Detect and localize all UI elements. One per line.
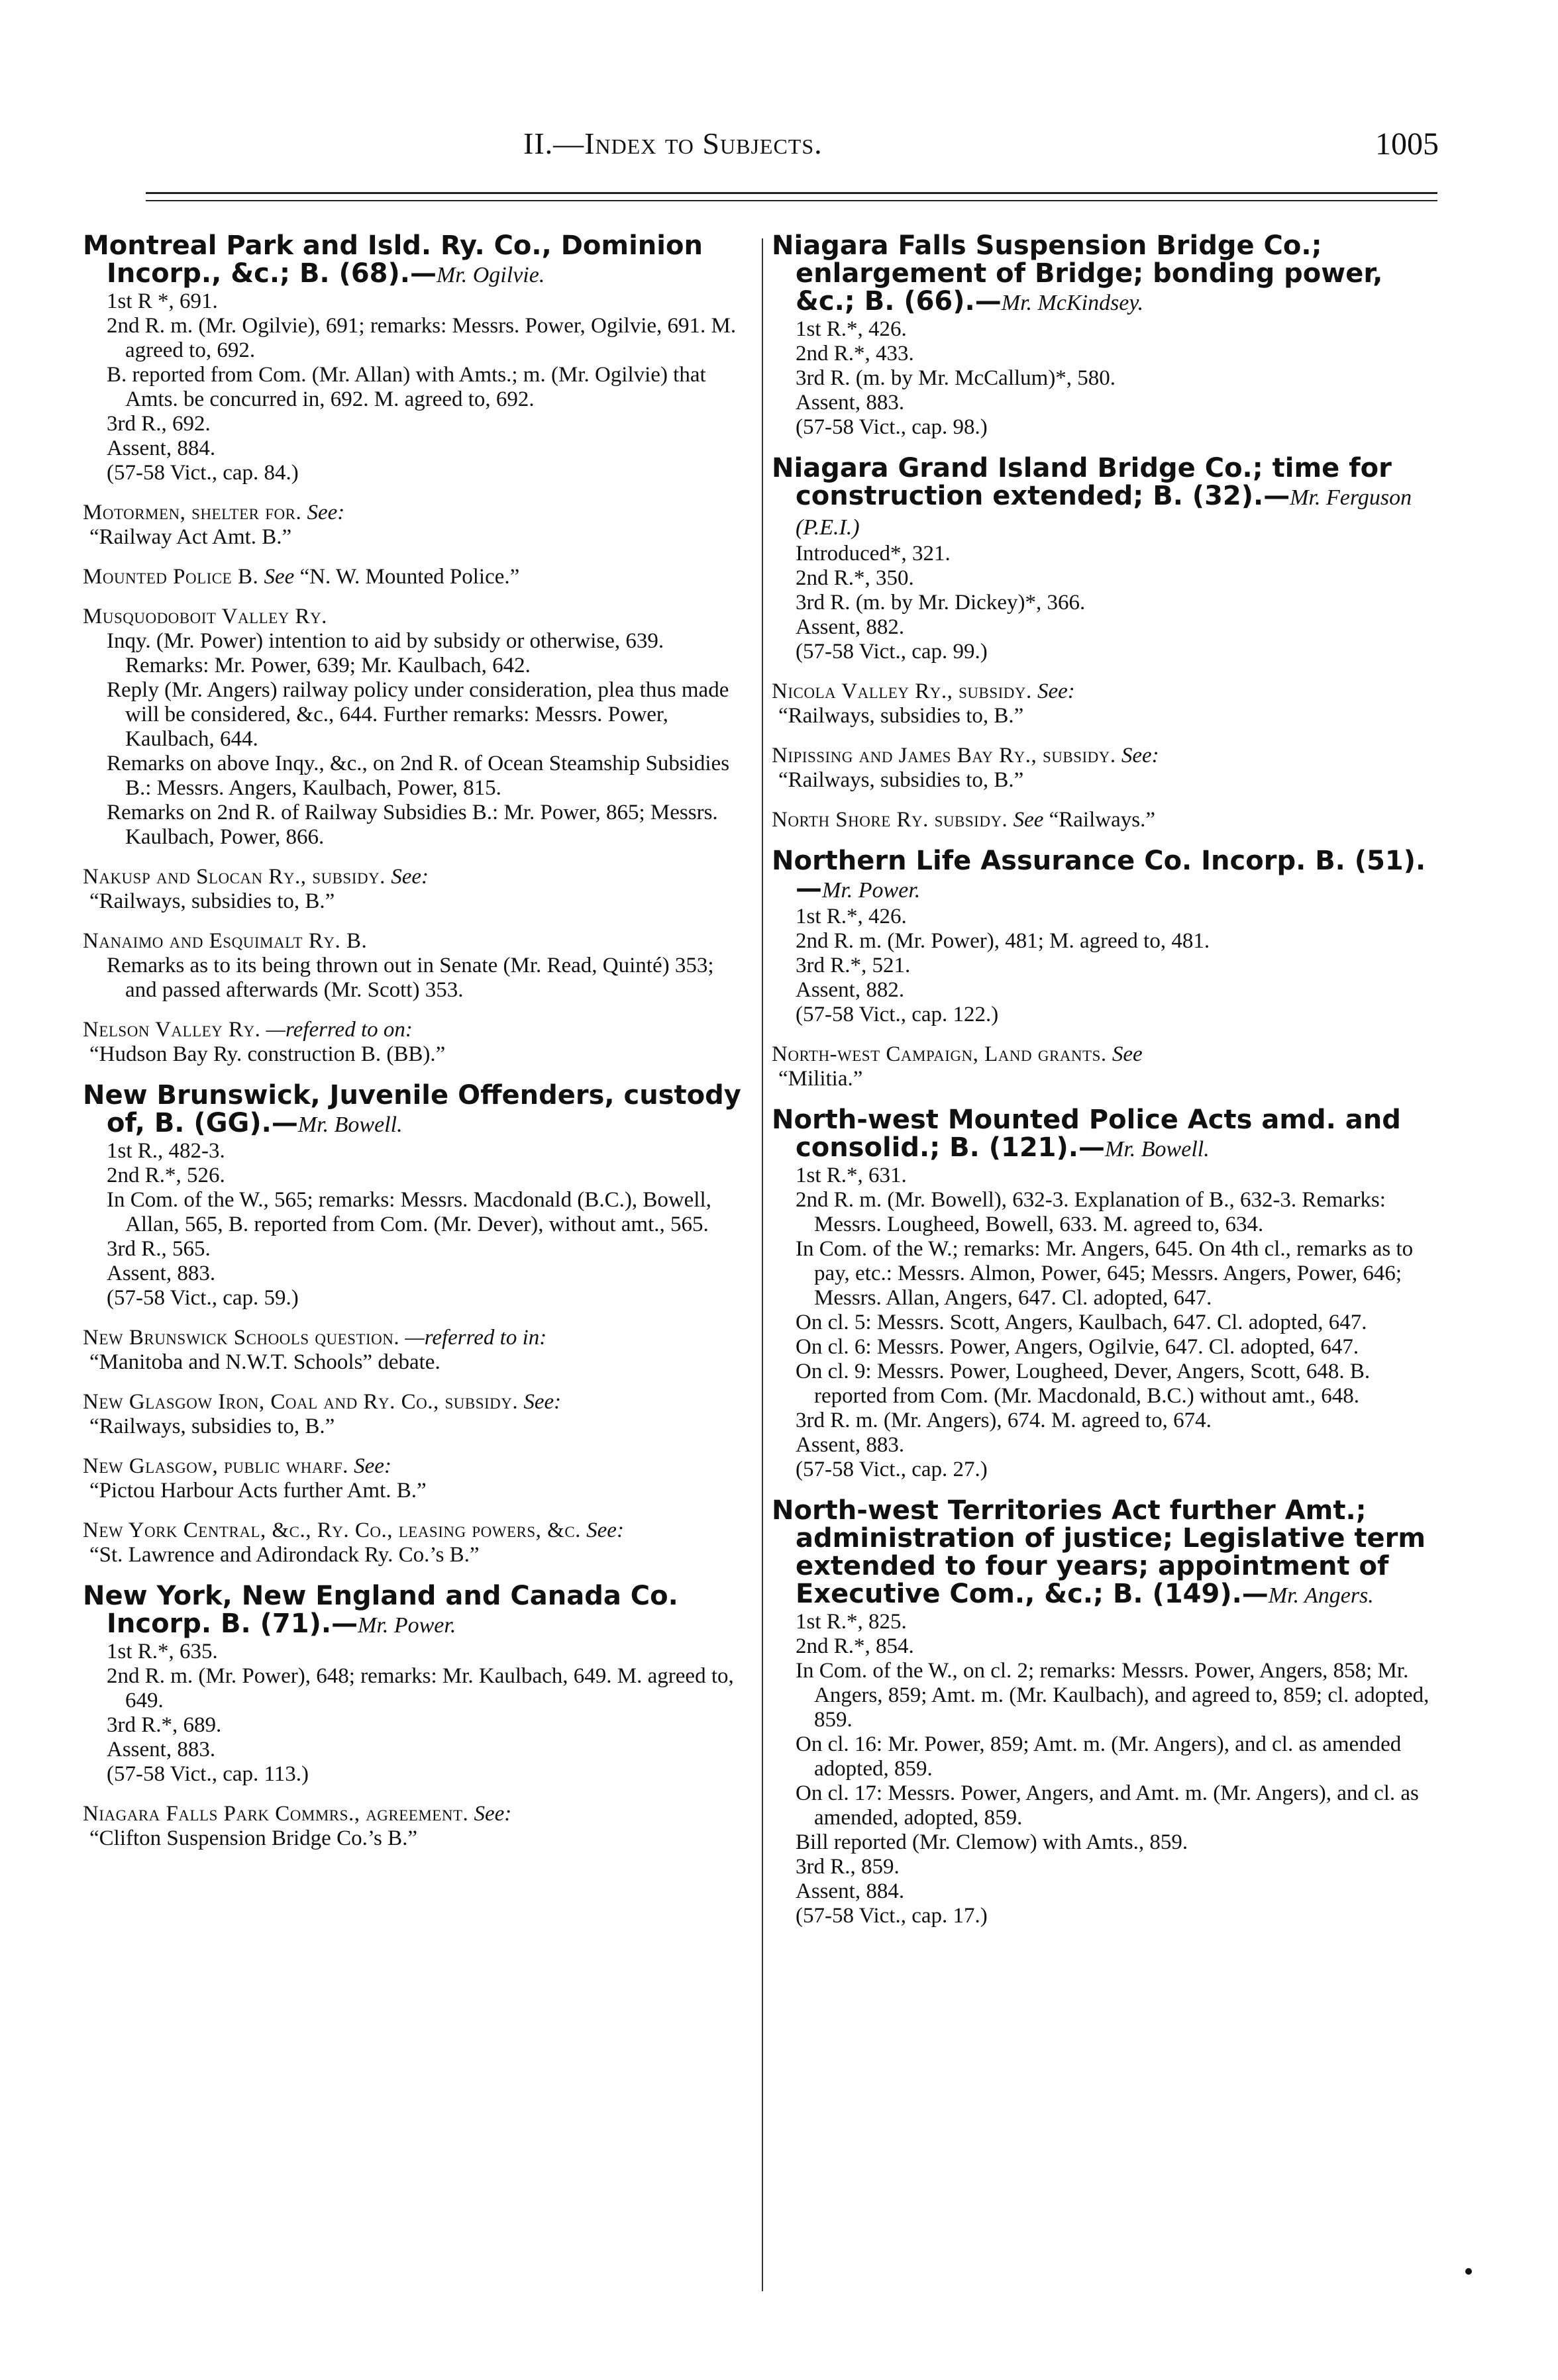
index-entry (83, 928, 745, 1003)
proceeding-line: 2nd R. m. (Mr. Power), 481; M. agreed to, 481. (796, 929, 1210, 953)
proceeding-line: 3rd R.*, 521. (796, 954, 911, 977)
see-word: See: (523, 1390, 562, 1414)
proceeding-line: Assent, 883. (107, 1262, 216, 1285)
proceeding-line: 1st R.*, 426. (796, 905, 907, 928)
proceeding-line: B. reported from Com. (Mr. Allan) with Amts.; m. (Mr. Ogilvie) that Amts. be concurred in, 692. M. agreed to, 692. (107, 363, 706, 411)
see-word: See: (1037, 679, 1075, 703)
title-main: Index to Subjects. (584, 126, 823, 160)
proceeding-line: Assent, 883. (796, 1433, 905, 1457)
running-head (0, 126, 1558, 166)
index-entry (772, 679, 1434, 728)
heading-text: Niagara Grand Island Bridge Co.; time for construction extended; B. (32).— (772, 453, 1392, 511)
cross-reference: “Manitoba and N.W.T. Schools” debate. (89, 1350, 441, 1374)
proceeding-line: Reply (Mr. Angers) railway policy under consideration, plea thus made will be considered, &c., 644. Further remarks: Messrs. Power, Kaulbach, 644. (107, 678, 729, 751)
header-rule (146, 192, 1437, 194)
proceeding-line: 2nd R.*, 350. (796, 566, 914, 590)
see-word: See (1013, 808, 1044, 832)
see-word: See: (354, 1454, 391, 1478)
proceeding-line: 2nd R. m. (Mr. Ogilvie), 691; remarks: Messrs. Power, Ogilvie, 691. M. agreed to, 692. (107, 314, 737, 362)
entry-heading-minor (83, 928, 745, 954)
proceeding-line: (57-58 Vict., cap. 27.) (796, 1458, 988, 1481)
heading-text: Niagara Falls Suspension Bridge Co.; enlargement of Bridge; bonding power, &c.; B. (66).— (772, 230, 1383, 317)
cross-reference: “Militia.” (778, 1067, 863, 1091)
cross-reference: “Hudson Bay Ry. construction B. (BB).” (89, 1042, 446, 1066)
minor-caps: Nanaimo and Esquimalt Ry. B. (83, 929, 368, 953)
proceeding-line: Assent, 884. (796, 1879, 905, 1903)
minor-caps: Niagara Falls Park Commrs., agreement. (83, 1802, 469, 1826)
proceeding-line: (57-58 Vict., cap. 98.) (796, 415, 988, 439)
mover-name: Mr. Angers. (1268, 1583, 1374, 1608)
entry-heading-minor (83, 604, 745, 629)
entry-heading (772, 1497, 1434, 1610)
index-entry (772, 847, 1434, 1027)
index-entry (83, 1454, 745, 1503)
see-word: —referred to on: (266, 1018, 413, 1042)
cross-reference: “Railways, subsidies to, B.” (89, 889, 335, 913)
entry-heading-minor (772, 679, 1434, 704)
minor-caps: Mounted Police B. (83, 565, 259, 589)
minor-caps: North-west Campaign, Land grants. (772, 1042, 1107, 1066)
minor-caps: New Glasgow Iron, Coal and Ry. Co., subsidy. (83, 1390, 519, 1414)
minor-caps: Nicola Valley Ry., subsidy. (772, 679, 1032, 703)
see-word: See: (1121, 744, 1159, 768)
proceeding-line: In Com. of the W.; remarks: Mr. Angers, 645. On 4th cl., remarks as to pay, etc.: Messrs. Almon, Power, 645; Messrs. Angers, Power, 646; Messrs. Allan, Angers, 647. Cl. adopted, 647. (796, 1237, 1414, 1310)
proceeding-line: Assent, 883. (796, 391, 905, 415)
index-entry (83, 604, 745, 850)
proceeding-line: (57-58 Vict., cap. 113.) (107, 1762, 309, 1786)
minor-caps: Nipissing and James Bay Ry., subsidy. (772, 744, 1116, 768)
heading-text: New York, New England and Canada Co. Incorp. B. (71).— (83, 1581, 678, 1639)
proceeding-line: On cl. 5: Messrs. Scott, Angers, Kaulbach, 647. Cl. adopted, 647. (796, 1311, 1367, 1334)
see-word: See: (586, 1518, 624, 1542)
running-title (523, 126, 823, 161)
cross-reference: “Clifton Suspension Bridge Co.’s B.” (89, 1826, 417, 1850)
index-entry (83, 1325, 745, 1375)
heading-text: Montreal Park and Isld. Ry. Co., Dominion Incorp., &c.; B. (68).— (83, 230, 703, 289)
proceeding-line: 3rd R., 565. (107, 1237, 211, 1261)
entry-heading (83, 232, 745, 289)
proceeding-line: Introduced*, 321. (796, 542, 951, 566)
proceeding-line: (57-58 Vict., cap. 84.) (107, 461, 299, 485)
see-word: See: (474, 1802, 512, 1826)
mover-name: Mr. Bowell. (297, 1113, 403, 1137)
entry-heading-minor (772, 1042, 1434, 1067)
heading-text: New Brunswick, Juvenile Offenders, custody of, B. (GG).— (83, 1080, 741, 1138)
entry-heading-minor (83, 864, 745, 889)
cross-reference: “Railways, subsidies to, B.” (778, 768, 1024, 792)
proceeding-line: (57-58 Vict., cap. 17.) (796, 1904, 988, 1928)
index-entry (83, 232, 745, 485)
see-word: See (1112, 1042, 1143, 1066)
see-word: See: (391, 865, 429, 889)
entry-heading-minor (772, 807, 1434, 832)
index-entry (83, 1017, 745, 1067)
index-entry (83, 1801, 745, 1851)
title-prefix: II.— (523, 126, 585, 160)
cross-reference: “Pictou Harbour Acts further Amt. B.” (89, 1479, 427, 1503)
entry-heading (772, 454, 1434, 542)
index-entry (772, 743, 1434, 793)
cross-reference: “Railways, subsidies to, B.” (778, 704, 1024, 728)
right-column (772, 232, 1434, 1943)
proceeding-line: 1st R.*, 631. (796, 1164, 907, 1187)
stray-dot (1465, 2268, 1472, 2275)
entry-heading-minor (83, 500, 745, 525)
proceeding-line: (57-58 Vict., cap. 122.) (796, 1003, 999, 1026)
proceeding-line: 1st R.*, 825. (796, 1610, 907, 1634)
proceeding-line: Inqy. (Mr. Power) intention to aid by subsidy or otherwise, 639. Remarks: Mr. Power, 639; Mr. Kaulbach, 642. (107, 629, 664, 677)
mover-name: Mr. McKindsey. (1001, 291, 1144, 315)
proceeding-line: Assent, 884. (107, 436, 216, 460)
proceeding-line: 2nd R. m. (Mr. Power), 648; remarks: Mr. Kaulbach, 649. M. agreed to, 649. (107, 1664, 734, 1712)
index-entry (83, 1518, 745, 1567)
cross-reference: “Railways.” (1049, 808, 1155, 832)
mover-name: Mr. Ferguson (P.E.I.) (796, 485, 1412, 540)
proceeding-line: On cl. 9: Messrs. Power, Lougheed, Dever, Angers, Scott, 648. B. reported from Com. (Mr. Macdonald, B.C.) without amt., 648. (796, 1360, 1371, 1408)
proceeding-line: Assent, 882. (796, 978, 905, 1002)
index-entry (83, 864, 745, 914)
minor-caps: Nakusp and Slocan Ry., subsidy. (83, 865, 386, 889)
proceeding-line: (57-58 Vict., cap. 99.) (796, 640, 988, 664)
entry-heading (83, 1582, 745, 1640)
mover-name: Mr. Ogilvie. (436, 263, 545, 287)
cross-reference: “St. Lawrence and Adirondack Ry. Co.’s B.” (89, 1543, 480, 1567)
index-entry (772, 454, 1434, 664)
proceeding-line: 2nd R.*, 854. (796, 1634, 914, 1658)
entry-heading-minor (83, 1801, 745, 1826)
proceeding-line: Bill reported (Mr. Clemow) with Amts., 859. (796, 1830, 1188, 1854)
entry-heading (772, 847, 1434, 905)
see-word: See: (307, 501, 345, 524)
proceeding-line: 1st R.*, 635. (107, 1640, 218, 1663)
index-entry (83, 1081, 745, 1311)
heading-text: North-west Territories Act further Amt.; administration of justice; Legislative term extended to four years; appointment of Executive Com., &c.; B. (149).— (772, 1495, 1426, 1609)
proceeding-line: On cl. 16: Mr. Power, 859; Amt. m. (Mr. Angers), and cl. as amended adopted, 859. (796, 1732, 1402, 1781)
minor-caps: Motormen, shelter for. (83, 501, 302, 524)
proceeding-line: 3rd R. (m. by Mr. Dickey)*, 366. (796, 591, 1086, 615)
left-column (83, 232, 745, 1865)
index-entry (772, 807, 1434, 832)
minor-caps: Musquodoboit Valley Ry. (83, 605, 327, 628)
proceeding-line: Remarks as to its being thrown out in Senate (Mr. Read, Quinté) 353; and passed afterwards (Mr. Scott) 353. (107, 954, 714, 1002)
proceeding-line: On cl. 17: Messrs. Power, Angers, and Amt. m. (Mr. Angers), and cl. as amended, adopted, 859. (796, 1781, 1419, 1830)
index-entry (772, 1106, 1434, 1482)
mover-name: Mr. Power. (822, 878, 921, 903)
proceeding-line: In Com. of the W., 565; remarks: Messrs. Macdonald (B.C.), Bowell, Allan, 565, B. reported from Com. (Mr. Dever), without amt., 565. (107, 1188, 711, 1236)
proceeding-line: In Com. of the W., on cl. 2; remarks: Messrs. Power, Angers, 858; Mr. Angers, 859; Amt. m. (Mr. Kaulbach), and agreed to, 859; cl. adopted, 859. (796, 1659, 1429, 1732)
proceeding-line: On cl. 6: Messrs. Power, Angers, Ogilvie, 647. Cl. adopted, 647. (796, 1335, 1359, 1359)
cross-reference: “Railway Act Amt. B.” (89, 525, 292, 549)
entry-heading (772, 232, 1434, 317)
entry-heading-minor (83, 1518, 745, 1543)
proceeding-line: Assent, 882. (796, 615, 905, 639)
minor-caps: North Shore Ry. subsidy. (772, 808, 1008, 832)
page-number: 1005 (1375, 126, 1439, 162)
entry-heading-minor (83, 1389, 745, 1414)
column-divider (762, 238, 763, 2291)
minor-caps: New Brunswick Schools question. (83, 1326, 400, 1350)
proceeding-line: Remarks on above Inqy., &c., on 2nd R. of Ocean Steamship Subsidies B.: Messrs. Angers, Kaulbach, Power, 815. (107, 752, 730, 800)
entry-heading-minor (83, 1454, 745, 1479)
entry-heading-minor (772, 743, 1434, 768)
heading-text: North-west Mounted Police Acts amd. and consolid.; B. (121).— (772, 1105, 1401, 1163)
index-entry (83, 1389, 745, 1439)
proceeding-line: 2nd R. m. (Mr. Bowell), 632-3. Explanation of B., 632-3. Remarks: Messrs. Lougheed, Bowell, 633. M. agreed to, 634. (796, 1188, 1386, 1236)
proceeding-line: (57-58 Vict., cap. 59.) (107, 1286, 299, 1310)
proceeding-line: Assent, 883. (107, 1738, 216, 1761)
proceeding-line: 2nd R.*, 526. (107, 1164, 225, 1187)
entry-heading (83, 1081, 745, 1139)
mover-name: Mr. Bowell. (1105, 1137, 1210, 1162)
heading-text: Northern Life Assurance Co. Incorp. B. (51).— (772, 846, 1426, 904)
proceeding-line: Remarks on 2nd R. of Railway Subsidies B.: Mr. Power, 865; Messrs. Kaulbach, Power, 866. (107, 801, 718, 849)
proceeding-line: 2nd R.*, 433. (796, 342, 914, 366)
index-entry (83, 500, 745, 550)
proceeding-line: 1st R., 482-3. (107, 1139, 225, 1163)
index-entry (83, 564, 745, 589)
proceeding-line: 3rd R. (m. by Mr. McCallum)*, 580. (796, 366, 1116, 390)
see-word: See (264, 565, 295, 589)
index-entry (772, 1042, 1434, 1091)
minor-caps: New Glasgow, public wharf. (83, 1454, 348, 1478)
proceeding-line: 1st R *, 691. (107, 289, 218, 313)
minor-caps: New York Central, &c., Ry. Co., leasing powers, &c. (83, 1518, 581, 1542)
proceeding-line: 3rd R., 692. (107, 412, 211, 436)
index-entry (83, 1582, 745, 1787)
entry-heading-minor (83, 564, 745, 589)
index-entry (772, 232, 1434, 440)
proceeding-line: 3rd R.*, 689. (107, 1713, 222, 1737)
minor-caps: Nelson Valley Ry. (83, 1018, 261, 1042)
entry-heading (772, 1106, 1434, 1164)
mover-name: Mr. Power. (358, 1613, 456, 1638)
see-word: —referred to in: (405, 1326, 547, 1350)
entry-heading-minor (83, 1017, 745, 1042)
proceeding-line: 1st R.*, 426. (796, 317, 907, 341)
index-entry (772, 1497, 1434, 1928)
entry-heading-minor (83, 1325, 745, 1350)
cross-reference: “N. W. Mounted Police.” (299, 565, 520, 589)
header-rule-thin (146, 200, 1437, 201)
proceeding-line: 3rd R., 859. (796, 1855, 900, 1879)
proceeding-line: 3rd R. m. (Mr. Angers), 674. M. agreed to, 674. (796, 1409, 1212, 1432)
cross-reference: “Railways, subsidies to, B.” (89, 1414, 335, 1438)
